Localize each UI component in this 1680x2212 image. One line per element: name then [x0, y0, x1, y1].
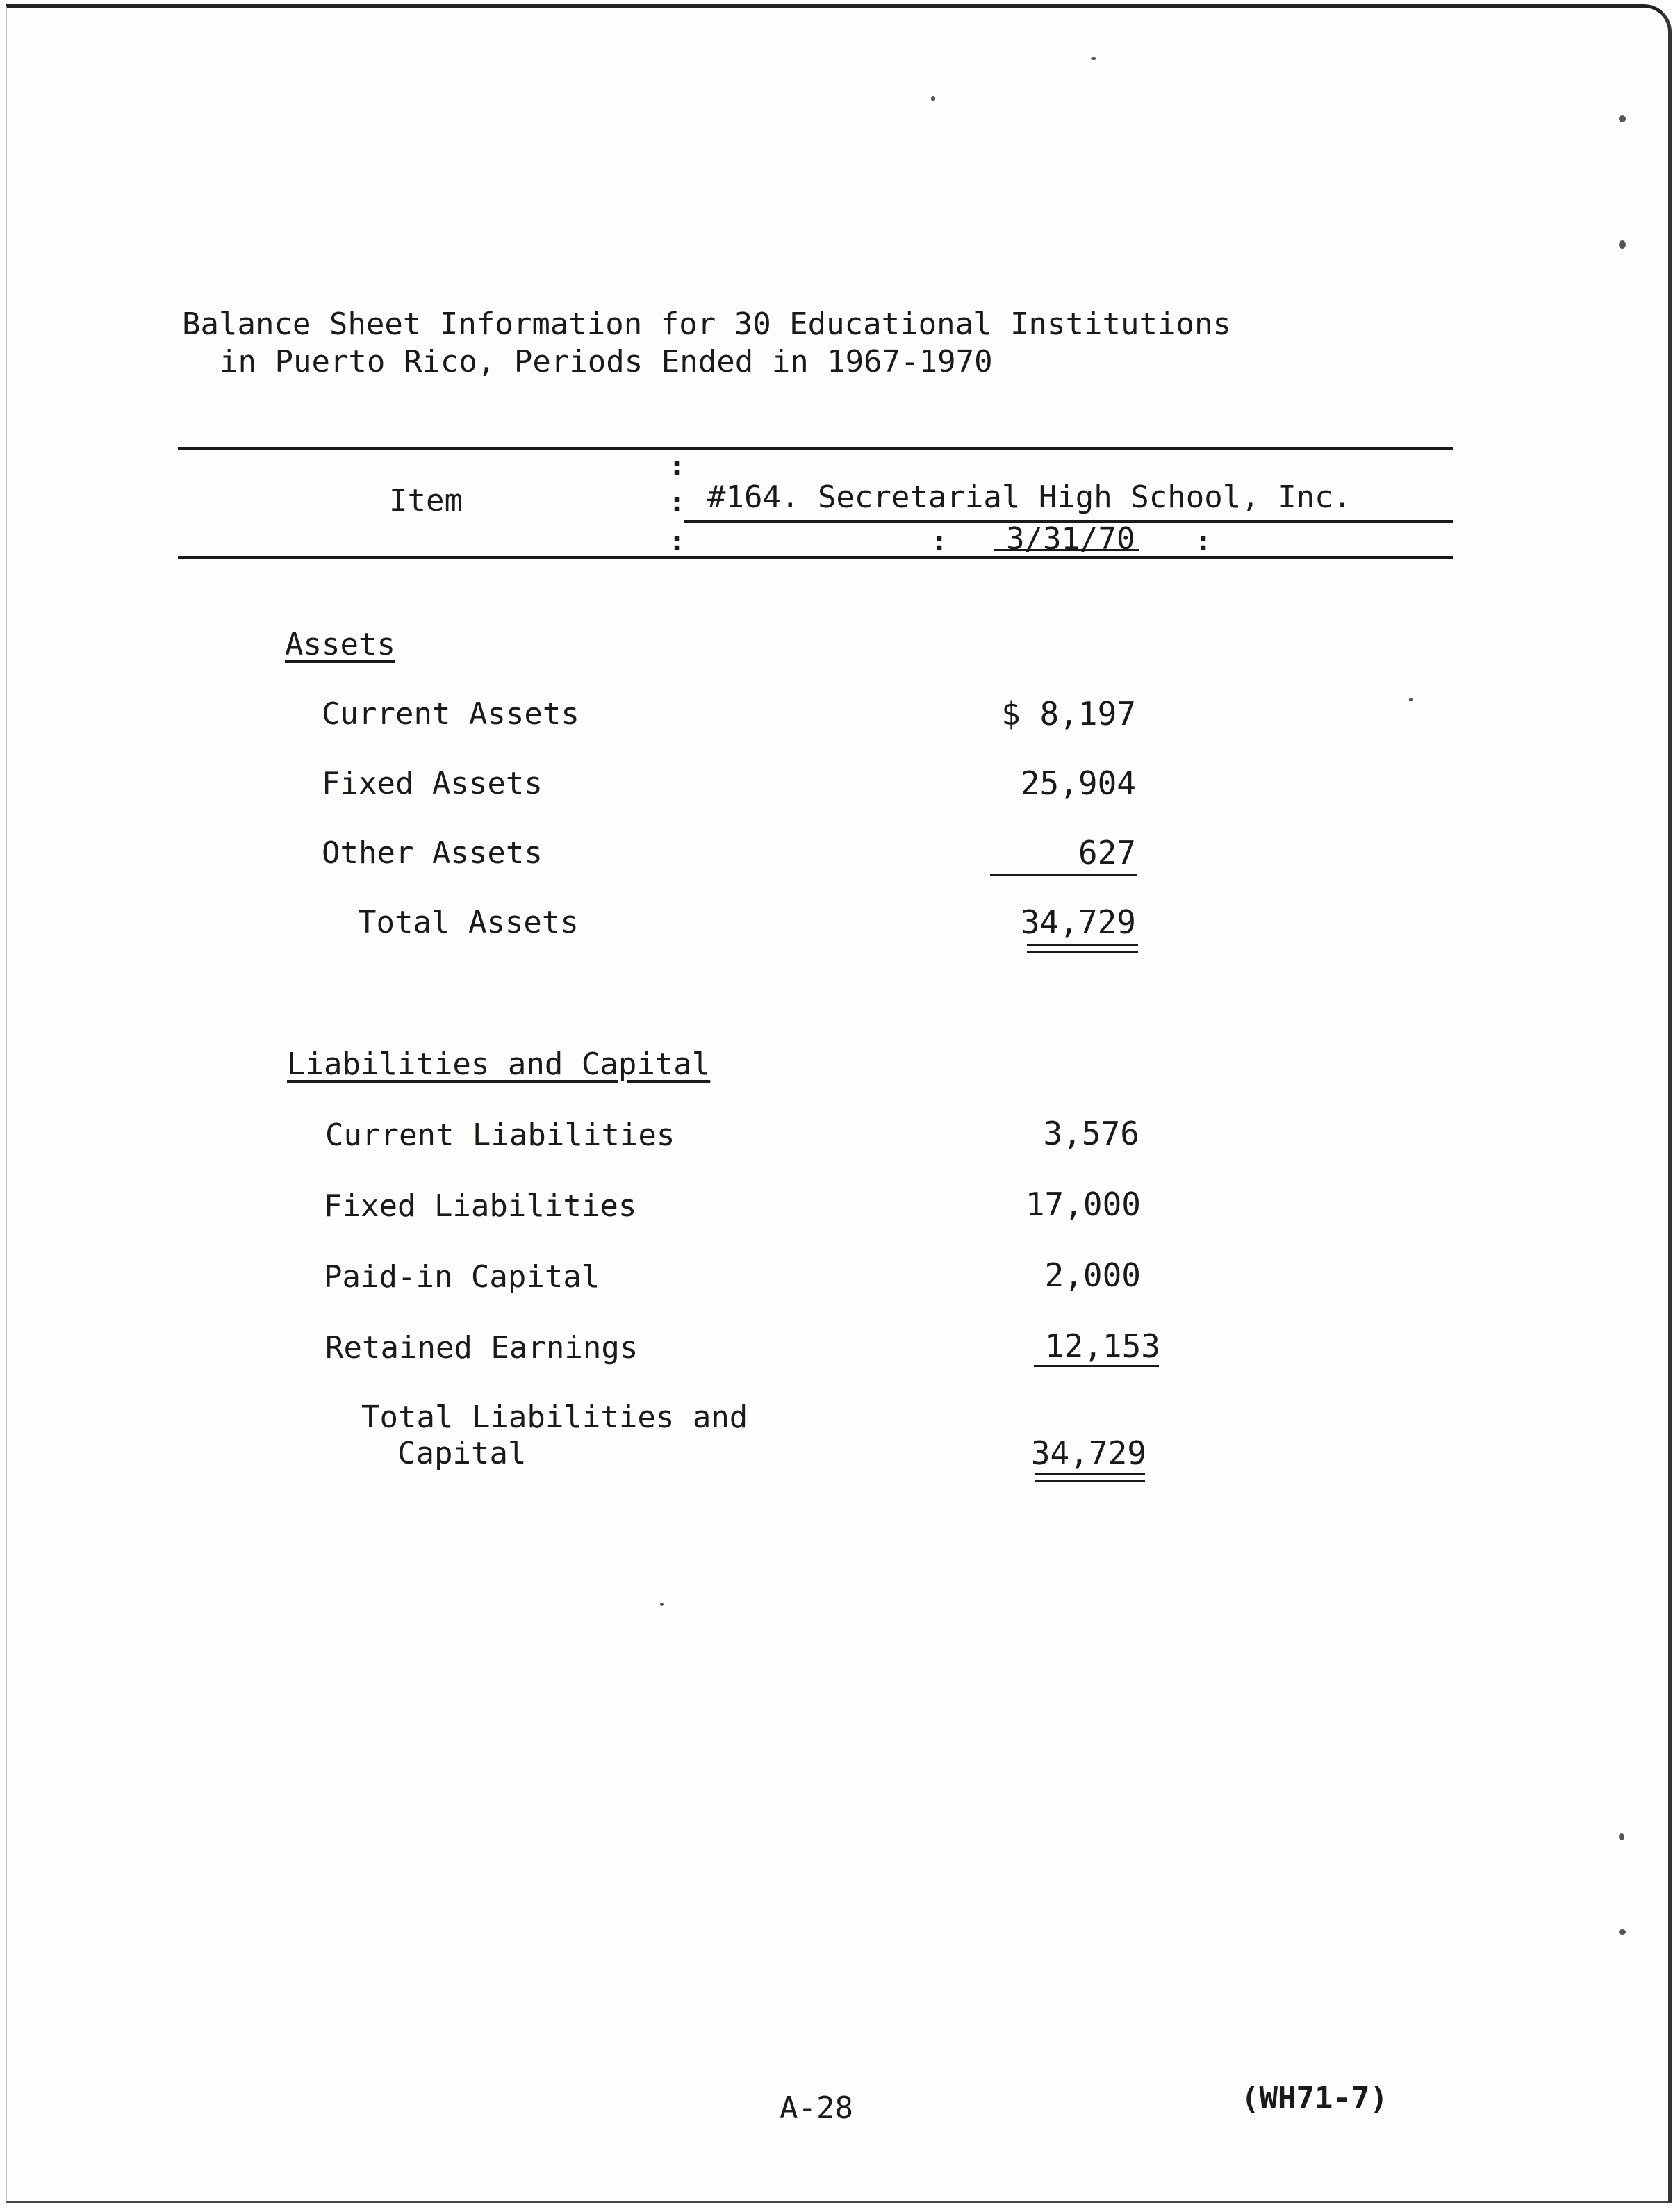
row-label-fixed-assets: Fixed Assets [322, 766, 543, 801]
header-colon-2: : [668, 486, 686, 518]
row-label-total-liabilities-line2: Capital [397, 1436, 527, 1471]
row-label-total-liabilities-line1: Total Liabilities and [361, 1400, 748, 1435]
row-label-current-assets: Current Assets [322, 696, 579, 732]
row-label-fixed-liabilities: Fixed Liabilities [324, 1188, 637, 1224]
scan-speck [1619, 115, 1626, 122]
document-code: (WH71-7) [1241, 2081, 1388, 2116]
scan-speck [1619, 240, 1626, 249]
scan-speck [1619, 1833, 1624, 1840]
subtotal-rule-liabilities [1034, 1365, 1159, 1367]
total-double-rule-liabilities-2 [1035, 1480, 1145, 1482]
row-value-fixed-assets: 25,904 [1020, 764, 1136, 802]
row-label-retained-earnings: Retained Earnings [325, 1330, 639, 1366]
page-number: A-28 [780, 2090, 853, 2126]
scan-speck [1409, 698, 1413, 701]
header-colon-3: : [668, 525, 686, 557]
institution-header: #164. Secretarial High School, Inc. [707, 480, 1352, 515]
item-column-header: Item [389, 483, 463, 518]
scan-speck [1091, 57, 1096, 60]
row-label-paid-in-capital: Paid-in Capital [324, 1259, 600, 1295]
document-title-line2: in Puerto Rico, Periods Ended in 1967-1970 [220, 344, 993, 379]
row-value-total-assets: 34,729 [1020, 903, 1136, 941]
header-top-rule [178, 447, 1453, 450]
row-value-other-assets: 627 [1078, 834, 1136, 871]
row-label-current-liabilities: Current Liabilities [325, 1117, 675, 1153]
header-colon-1: : [668, 450, 686, 482]
assets-heading: Assets [285, 627, 395, 662]
total-double-rule-assets-2 [1027, 951, 1138, 953]
row-value-fixed-liabilities: 17,000 [1025, 1186, 1141, 1223]
total-double-rule-liabilities-1 [1035, 1473, 1145, 1475]
row-label-total-assets: Total Assets [358, 905, 579, 940]
header-bottom-rule [178, 556, 1453, 559]
date-colon-right: : [1195, 525, 1212, 557]
row-value-paid-in-capital: 2,000 [1044, 1256, 1141, 1294]
date-colon-left: : [931, 525, 948, 557]
scan-speck [1619, 1929, 1626, 1935]
row-value-current-liabilities: 3,576 [1043, 1115, 1139, 1152]
period-date: 3/31/70 [1006, 521, 1135, 557]
liabilities-heading: Liabilities and Capital [287, 1047, 711, 1082]
row-value-total-liabilities: 34,729 [1030, 1434, 1146, 1472]
subtotal-rule-assets [990, 874, 1137, 876]
row-value-current-assets: $ 8,197 [1001, 695, 1136, 732]
scan-speck [660, 1603, 664, 1606]
row-value-retained-earnings: 12,153 [1044, 1327, 1160, 1365]
scan-speck [931, 96, 935, 101]
total-double-rule-assets-1 [1027, 944, 1138, 946]
row-label-other-assets: Other Assets [322, 835, 543, 871]
document-title-line1: Balance Sheet Information for 30 Educational Institutions [182, 306, 1231, 342]
